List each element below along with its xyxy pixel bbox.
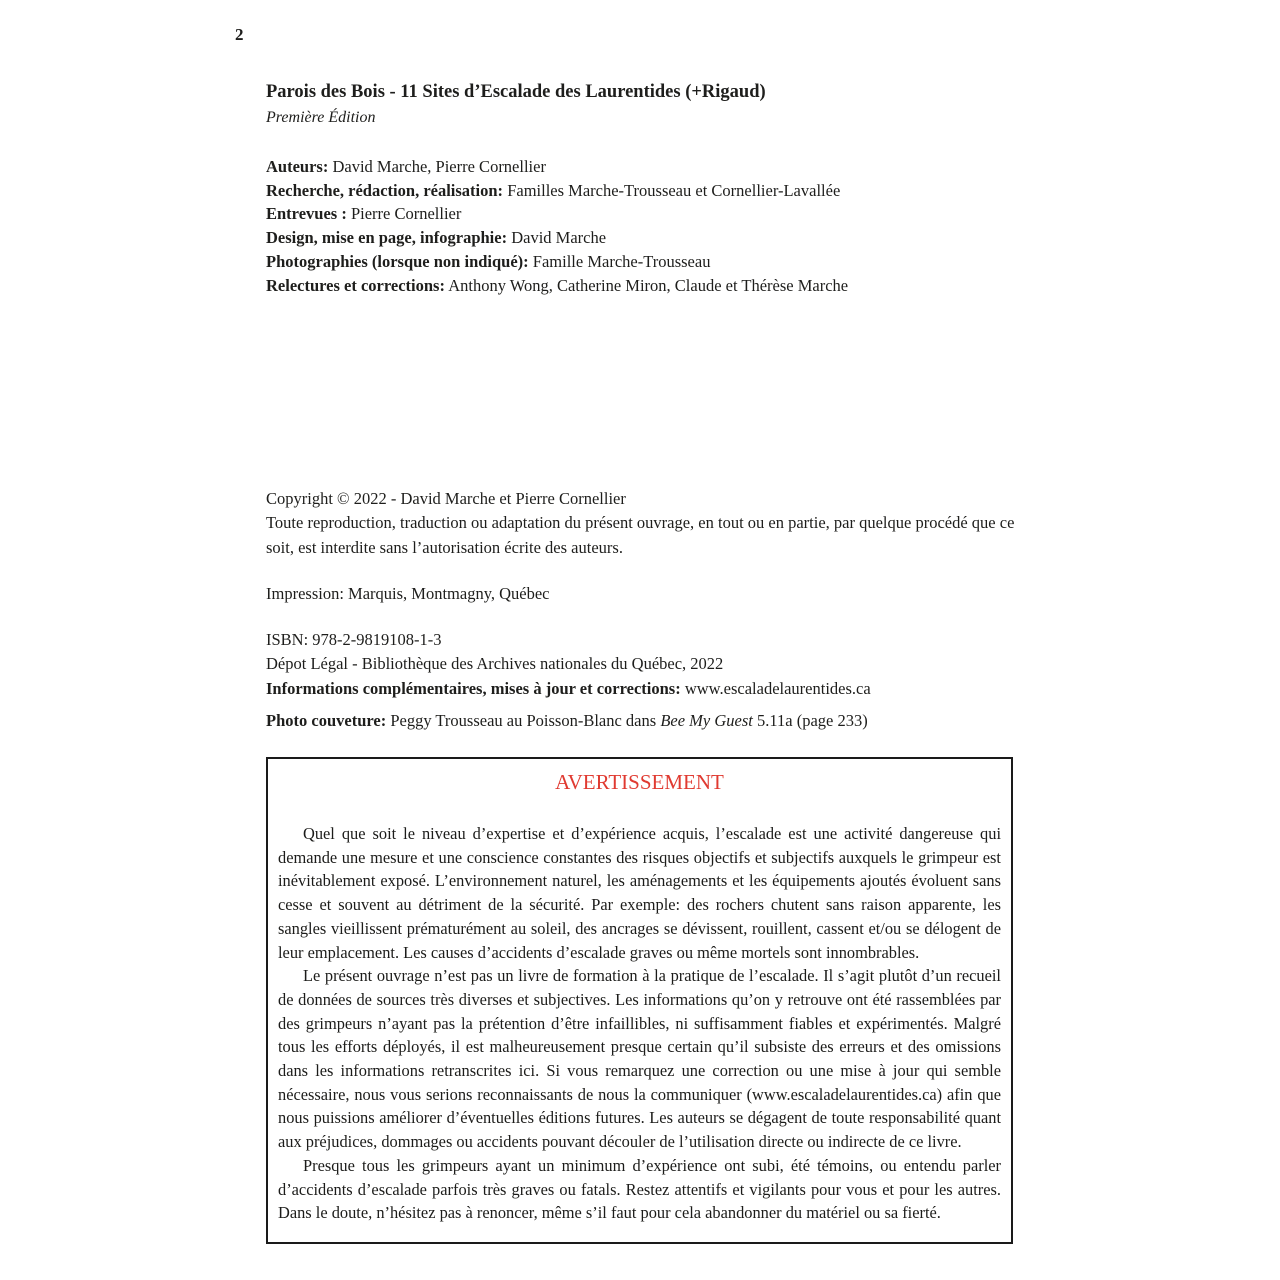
credits-block bbox=[266, 155, 1016, 297]
edition-subtitle: Première Édition bbox=[266, 109, 376, 126]
credit-value: David Marche bbox=[511, 228, 607, 248]
route-name: Bee My Guest bbox=[660, 711, 753, 730]
credit-value: Anthony Wong, Catherine Miron, Claude et Thérèse Marche bbox=[448, 275, 849, 295]
credit-value: David Marche, Pierre Cornellier bbox=[332, 157, 546, 176]
book-title: Parois des Bois - 11 Sites d’Escalade des Laurentides (+Rigaud) bbox=[266, 82, 766, 102]
warning-paragraph: Presque tous les grimpeurs ayant un minimum d’expérience ont subi, été témoins, ou entendu parler d’accidents d’escalade parfois très graves ou fatals. Restez attentifs et vigilants pour vous et pour les autres. Dans le doute, n’hésitez pas à renoncer, même s’il faut pour cela abandonner du matériel ou sa fierté. bbox=[278, 1155, 1001, 1223]
warning-paragraph: Le présent ouvrage n’est pas un livre de formation à la pratique de l’escalade. Il s’agit plutôt d’un recueil de données de sources très diverses et subjectives. Les informations qu’on y retrouve ont été rassemblées par des grimpeurs n’ayant pas la prétention d’être infaillibles, ni suffisamment fiables et expérimentés. Malgré tous les efforts déployés, il est malheureusement presque certain qu’il subsiste des erreurs et des omissions dans les informations retranscrites ici. Si vous remarquez une correction ou une mise à jour qui semble nécessaire, nous vous serions reconnaissants de nous la communiquer (www.escaladelaurentides.ca) afin que nous puissions améliorer d’éventuelles éditions futures. Les auteurs se dégagent de toute responsabilité quant aux préjudices, dommages ou accidents pouvant découler de l’utilisation directe ou indirecte de ce livre. bbox=[278, 966, 1001, 1152]
updates-url: www.escaladelaurentides.ca bbox=[684, 678, 871, 698]
credit-line-design bbox=[266, 226, 1016, 250]
cover-photo-label: Photo couveture: bbox=[266, 711, 387, 730]
credit-line-proofreading bbox=[266, 274, 1016, 298]
credit-line-interviews bbox=[266, 202, 1016, 226]
title-block bbox=[266, 80, 1016, 129]
copyright-block bbox=[266, 487, 1016, 560]
credit-label: Entrevues : bbox=[266, 204, 347, 224]
printing-info: Impression: Marquis, Montmagny, Québec bbox=[266, 584, 550, 603]
page-number: 2 bbox=[235, 25, 244, 44]
credit-line-research bbox=[266, 179, 1016, 203]
legal-deposit-line: Dépot Légal - Bibliothèque des Archives nationales du Québec, 2022 bbox=[266, 654, 724, 674]
credit-label: Photographies (lorsque non indiqué): bbox=[266, 251, 529, 271]
copyright-line: Copyright © 2022 - David Marche et Pierre Cornellier bbox=[266, 489, 626, 508]
copyright-notice: Toute reproduction, traduction ou adaptation du présent ouvrage, en tout ou en partie, par quelque procédé que ce soit, est interdite sans l’autorisation écrite des auteurs. bbox=[266, 513, 1015, 557]
credit-label: Recherche, rédaction, réalisation: bbox=[266, 180, 504, 200]
isbn-line: ISBN: 978-2-9819108-1-3 bbox=[266, 630, 442, 649]
cover-photo-line bbox=[266, 709, 1026, 733]
publication-block bbox=[266, 628, 1016, 701]
warning-title: AVERTISSEMENT bbox=[555, 770, 724, 794]
cover-photo-text: Peggy Trousseau au Poisson-Blanc dans bbox=[390, 711, 657, 730]
warning-box bbox=[266, 757, 1013, 1244]
credit-line-authors bbox=[266, 155, 1016, 179]
updates-line bbox=[266, 677, 1016, 701]
credit-value: Familles Marche-Trousseau et Cornellier-Lavallée bbox=[507, 180, 841, 200]
cover-photo-grade: 5.11a (page 233) bbox=[756, 711, 868, 730]
credit-value: Famille Marche-Trousseau bbox=[532, 251, 711, 271]
credit-value: Pierre Cornellier bbox=[350, 204, 462, 224]
credit-label: Auteurs: bbox=[266, 157, 329, 176]
warning-paragraph: Quel que soit le niveau d’expertise et d’expérience acquis, l’escalade est une activité dangereuse qui demande une mesure et une conscience constantes des risques objectifs et subjectifs auxquels le grimpeur est inévitablement exposé. L’environnement naturel, les aménagements et les équipements ajoutés évoluent sans cesse et souvent au détriment de la sécurité. Par exemple: des rochers chutent sans raison apparente, les sangles vieillissent prématurément au soleil, des ancrages se dévissent, rouillent, cassent et/ou se délogent de leur emplacement. Les causes d’accidents d’escalade graves ou même mortels sont innombrables. bbox=[278, 824, 1001, 962]
credit-label: Design, mise en page, infographie: bbox=[266, 228, 508, 248]
updates-label: Informations complémentaires, mises à jour et corrections: bbox=[266, 678, 681, 698]
credit-label: Relectures et corrections: bbox=[266, 275, 445, 295]
credit-line-photos bbox=[266, 250, 1016, 274]
